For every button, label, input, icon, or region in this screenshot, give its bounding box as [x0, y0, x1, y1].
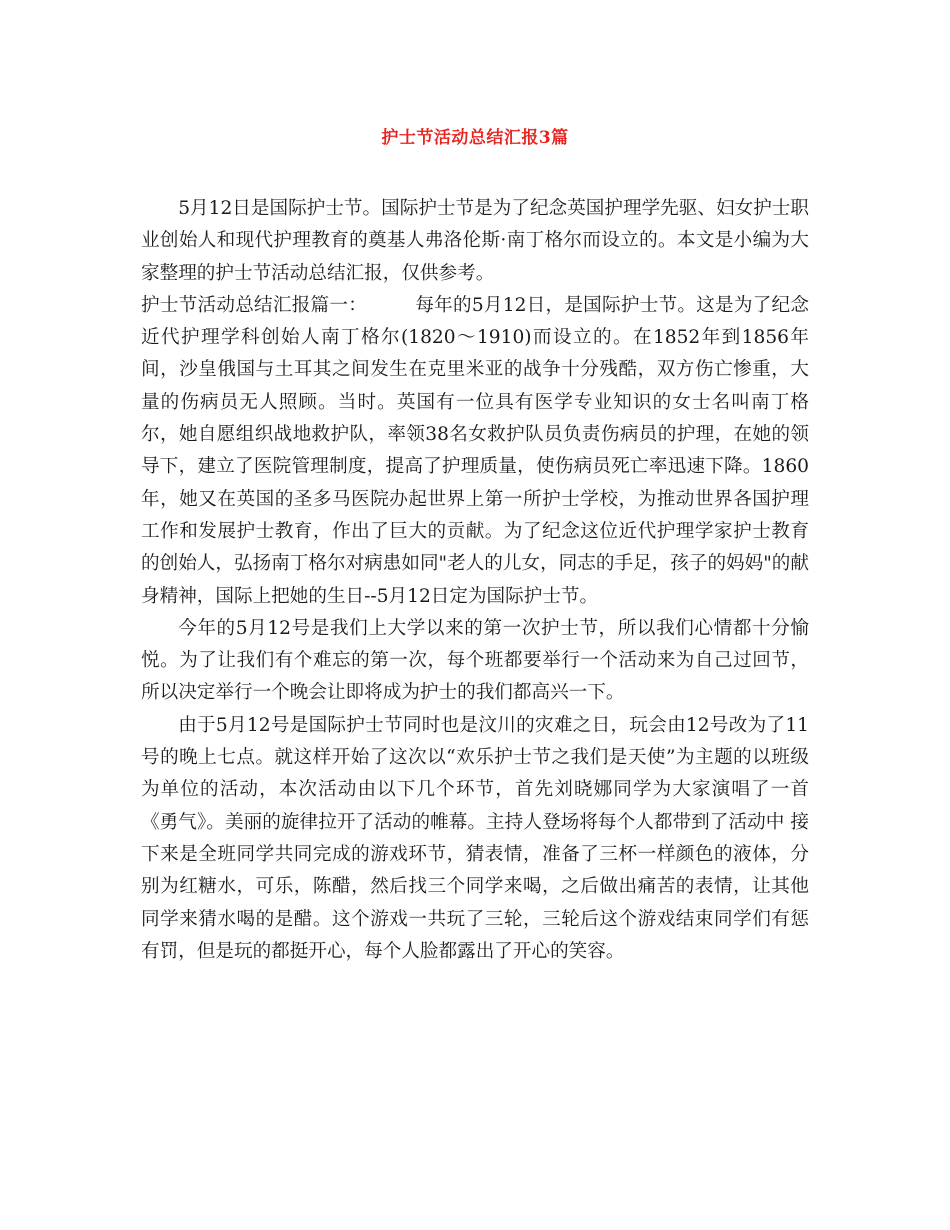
article-one-heading: 护士节活动总结汇报篇一： — [141, 294, 368, 316]
paragraph-2: 今年的5月12号是我们上大学以来的第一次护士节，所以我们心情都十分愉悦。为了让我们有个难忘的第一次，每个班都要举行一个活动来为自己过回节，所以决定举行一个晚会让即将成为护士的我们都高兴一下。 — [141, 617, 809, 704]
document-title: 护士节活动总结汇报3篇 — [381, 128, 569, 148]
paragraph-3: 由于5月12号是国际护士节同时也是汶川的灾难之日，玩会由12号改为了11号的晚上七点。就这样开始了这次以“欢乐护士节之我们是天使”为主题的以班级为单位的活动，本次活动由以下几个环节，首先刘晓娜同学为大家演唱了一首《勇气》。美丽的旋律拉开了活动的帷幕。主持人登场将每个人都带到了活动中 接下来是全班同学共同完成的游戏环节，猜表情，准备了三杯一样颜色的液体，分别为红糖水，可乐，陈醋，然后找三个同学来喝，之后做出痛苦的表情，让其他同学来猜水喝的是醋。这个游戏一共玩了三轮，三轮后这个游戏结束同学们有惩有罚，但是玩的都挺开心，每个人脸都露出了开心的笑容。 — [141, 714, 809, 962]
article-one-body: 每年的5月12日，是国际护士节。这是为了纪念近代护理学科创始人南丁格尔(1820～1910)而设立的。在1852年到1856年间，沙皇俄国与土耳其之间发生在克里米亚的战争十分残酷，双方伤亡惨重，大量的伤病员无人照顾。当时。英国有一位具有医学专业知识的女士名叫南丁格尔，她自愿组织战地救护队，率领38名女救护队员负责伤病员的护理，在她的领导下，建立了医院管理制度，提高了护理质量，使伤病员死亡率迅速下降。1860年，她又在英国的圣多马医院办起世界上第一所护士学校，为推动世界各国护理工作和发展护士教育，作出了巨大的贡献。为了纪念这位近代护理学家护士教育的创始人，弘扬南丁格尔对病患如同"老人的儿女，同志的手足，孩子的妈妈"的献身精神，国际上把她的生日--5月12日定为国际护士节。 — [141, 294, 809, 607]
intro-paragraph: 5月12日是国际护士节。国际护士节是为了纪念英国护理学先驱、妇女护士职业创始人和现代护理教育的奠基人弗洛伦斯·南丁格尔而设立的。本文是小编为大家整理的护士节活动总结汇报，仅供参考。 — [141, 198, 809, 284]
article-one-paragraph — [141, 290, 809, 613]
document-body — [141, 193, 809, 968]
